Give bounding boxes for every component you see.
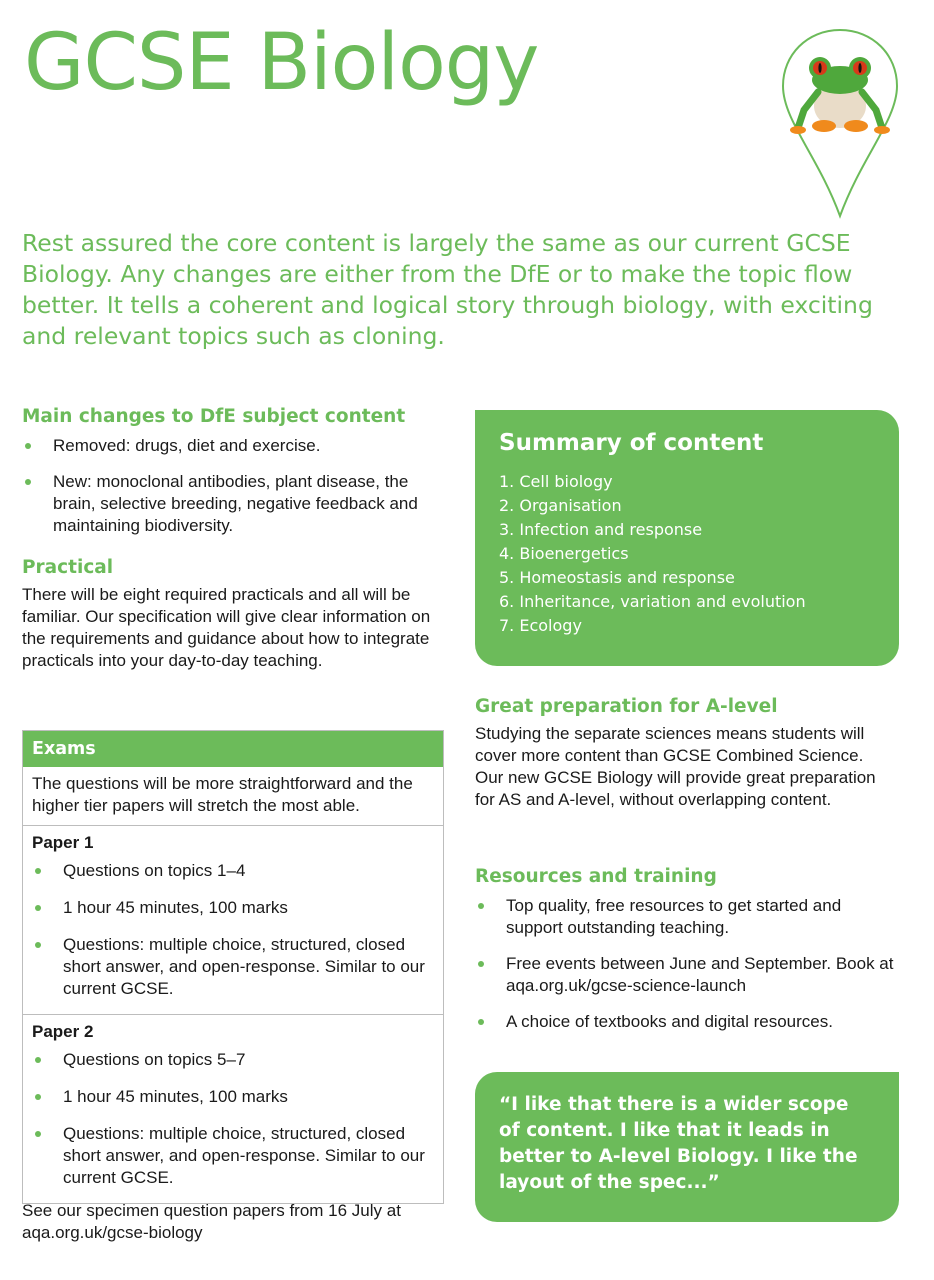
left-column (22, 406, 442, 672)
exams-heading: Exams (23, 731, 443, 767)
list-item: A choice of textbooks and digital resources. (475, 1011, 895, 1033)
list-item: 6. Inheritance, variation and evolution (499, 592, 806, 611)
summary-heading: Summary of content (499, 430, 764, 456)
exams-box (22, 730, 444, 1204)
specimen-note: See our specimen question papers from 16 July at aqa.org.uk/gcse-biology (22, 1201, 401, 1242)
list-item: 2. Organisation (499, 496, 622, 515)
exams-intro: The questions will be more straightforward and the higher tier papers will stretch the most able. (23, 767, 443, 826)
list-item: 5. Homeostasis and response (499, 568, 735, 587)
a-level-heading: Great preparation for A-level (475, 696, 778, 717)
paper-1-title: Paper 1 (32, 833, 94, 852)
main-changes-heading: Main changes to DfE subject content (22, 406, 406, 427)
list-item: Top quality, free resources to get started and support outstanding teaching. (475, 895, 895, 939)
main-changes-list (22, 435, 442, 537)
list-item: Questions: multiple choice, structured, closed short answer, and open-response. Similar to our current GCSE. (32, 1123, 434, 1189)
list-item: 1 hour 45 minutes, 100 marks (32, 1086, 434, 1108)
list-item: Free events between June and September. Book at aqa.org.uk/gcse-science-launch (475, 953, 895, 997)
frog-map-pin-icon (780, 28, 900, 220)
a-level-text: Studying the separate sciences means students will cover more content than GCSE Combined Science. Our new GCSE Biology will provide great preparation for AS and A-level, without overlapping content. (475, 724, 876, 809)
list-item: 1. Cell biology (499, 472, 613, 491)
list-item: 3. Infection and response (499, 520, 703, 539)
resources-heading: Resources and training (475, 866, 717, 887)
paper-2-list (32, 1049, 434, 1189)
list-item: Questions: multiple choice, structured, closed short answer, and open-response. Similar to our current GCSE. (32, 934, 434, 1000)
list-item: 1 hour 45 minutes, 100 marks (32, 897, 434, 919)
paper-2-title: Paper 2 (32, 1022, 94, 1041)
summary-list (499, 470, 875, 638)
resources-list (475, 895, 895, 1033)
resources-section (475, 866, 895, 1047)
list-item: 4. Bioenergetics (499, 544, 629, 563)
testimonial-quote: “I like that there is a wider scope of content. I like that it leads in better to A-level Biology. I like the layout of the spec...” (475, 1072, 899, 1222)
list-item: Questions on topics 5–7 (32, 1049, 434, 1071)
page-title: GCSE Biology (24, 18, 539, 108)
list-item: Questions on topics 1–4 (32, 860, 434, 882)
intro-text: Rest assured the core content is largely the same as our current GCSE Biology. Any changes are either from the DfE or to make the topic flow better. It tells a coherent and logical story through biology, with exciting and relevant topics such as cloning. (22, 229, 873, 350)
summary-box (475, 410, 899, 666)
paper-2-section (23, 1014, 443, 1203)
list-item: Removed: drugs, diet and exercise. (22, 435, 442, 457)
paper-1-section (23, 826, 443, 1014)
list-item: 7. Ecology (499, 616, 582, 635)
list-item: New: monoclonal antibodies, plant disease, the brain, selective breeding, negative feedback and maintaining biodiversity. (22, 471, 442, 537)
paper-1-list (32, 860, 434, 1000)
practical-heading: Practical (22, 557, 114, 578)
a-level-section (475, 696, 895, 811)
practical-text: There will be eight required practicals and all will be familiar. Our specification will give clear information on the requirements and guidance about how to integrate practicals into your day-to-day teaching. (22, 585, 431, 670)
